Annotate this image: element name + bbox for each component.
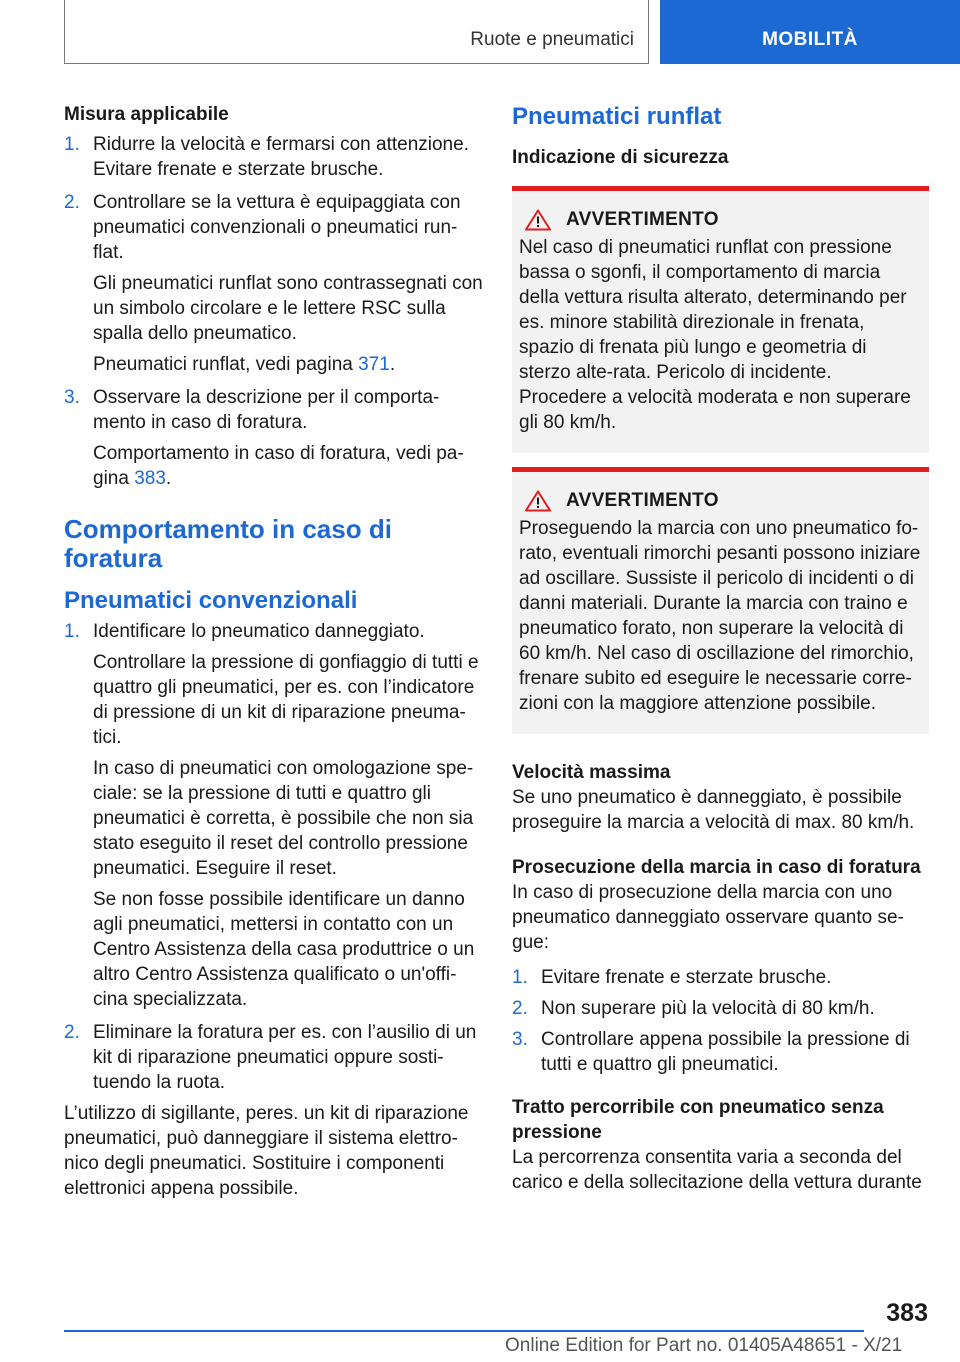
step-text: Osservare la descrizione per il comporta‐mento in caso di foratura. bbox=[93, 387, 440, 433]
step-number: 3. bbox=[64, 387, 80, 408]
step-text: Controllare se la vettura è equipaggiata con pneumatici convenzionali o pneumatici run‐flat. bbox=[93, 192, 461, 263]
conventional-steps bbox=[64, 619, 484, 1095]
step-2 bbox=[64, 190, 484, 377]
sealant-note: L’utilizzo di sigillante, peres. un kit di riparazione pneumatici, può danneggiare il sistema elettro‐nico degli pneumatici. Sostituire i componenti elettronici appena possibile. bbox=[64, 1103, 469, 1199]
continue-step-1 bbox=[512, 965, 929, 990]
step-text: Eliminare la foratura per es. con l’ausilio di un kit di riparazione pneumatici oppure sosti‐tuendo la ruota. bbox=[93, 1022, 477, 1093]
step-text: In caso di pneumatici con omologazione spe‐ciale: se la pressione di tutti e quattro gli pneumatici è corretta, è possibile che non sia stato eseguito il reset del controllo pressione pneumatici. Eseguire il reset. bbox=[93, 758, 474, 879]
step-text: Gli pneumatici runflat sono contrassegnati con un simbolo circolare e le lettere RSC sulla spalla dello pneumatico. bbox=[93, 273, 483, 344]
page-number: 383 bbox=[886, 1299, 928, 1327]
warning-text: Proseguendo la marcia con uno pneumatico fo‐rato, eventuali rimorchi pesanti possono iniziare ad oscillare. Sussiste il pericolo di incidenti o di danni materiali. Durante la marcia con traino e pneumatico forato, non superare la velocità di 60 km/h. Nel caso di oscillazione del rimorchio, frenare subito ed eseguire le necessarie corre‐zioni con la maggiore attenzione possibile. bbox=[519, 518, 921, 714]
footer-edition: Online Edition for Part no. 01405A48651 - X/21 bbox=[505, 1335, 903, 1356]
step-text: Evitare frenate e sterzate brusche. bbox=[541, 967, 832, 988]
page-link-383[interactable]: 383 bbox=[134, 468, 166, 489]
max-speed-title: Velocità massima bbox=[512, 762, 671, 783]
applicable-title: Misura applicabile bbox=[64, 104, 229, 125]
warning-header bbox=[519, 207, 921, 232]
left-column bbox=[64, 102, 484, 1201]
step-number: 2. bbox=[64, 192, 80, 213]
step-number: 2. bbox=[512, 998, 528, 1019]
conv-step-1 bbox=[64, 619, 484, 1012]
footer-divider bbox=[64, 1330, 864, 1332]
step-number: 1. bbox=[64, 621, 80, 642]
page-link-371[interactable]: 371 bbox=[358, 354, 390, 375]
warning-header bbox=[519, 488, 921, 513]
step-text: Se non fosse possibile identificare un danno agli pneumatici, mettersi in contatto con un Centro Assistenza della casa produttrice o un altro Centro Assistenza qualificato o un'offi‐cina specializzata. bbox=[93, 889, 475, 1010]
warning-text: Nel caso di pneumatici runflat con pressione bassa o sgonfi, il comportamento di marcia della vettura risulta alterato, determinando per es. minore stabilità direzionale in frenata, spazio di frenata più lungo e geometria di sterzo alte‐rata. Pericolo di incidente. Procedere a velocità moderata e non superare gli 80 km/h. bbox=[519, 237, 911, 433]
step-text: Controllare appena possibile la pressione di tutti e quattro gli pneumatici. bbox=[541, 1029, 910, 1075]
right-column bbox=[512, 102, 929, 1195]
warning-box-2 bbox=[512, 467, 929, 734]
step-reference: Pneumatici runflat, vedi pagina 371. bbox=[93, 354, 396, 375]
section-title: MOBILITÀ bbox=[762, 29, 858, 50]
header-chapter bbox=[64, 0, 649, 64]
range-title: Tratto percorribile con pneumatico senza pressione bbox=[512, 1097, 884, 1143]
step-text: Controllare la pressione di gonfiaggio di tutti e quattro gli pneumatici, per es. con l’indicatore di pressione di un kit di riparazione pneuma‐tici. bbox=[93, 652, 479, 748]
warning-triangle-icon bbox=[525, 490, 551, 512]
step-number: 1. bbox=[64, 134, 80, 155]
continue-step-3 bbox=[512, 1027, 929, 1077]
chapter-title: Ruote e pneumatici bbox=[470, 29, 634, 50]
continue-text: In caso di prosecuzione della marcia con uno pneumatico danneggiato osservare quanto se‐gue: bbox=[512, 882, 904, 953]
warning-label: AVVERTIMENTO bbox=[566, 209, 719, 230]
step-text: Ridurre la velocità e fermarsi con attenzione. Evitare frenate e sterzate brusche. bbox=[93, 134, 469, 180]
safety-title: Indicazione di sicurezza bbox=[512, 147, 729, 168]
continue-steps bbox=[512, 965, 929, 1077]
warning-label: AVVERTIMENTO bbox=[566, 490, 719, 511]
continue-step-2 bbox=[512, 996, 929, 1021]
warning-triangle-icon bbox=[525, 209, 551, 231]
heading-runflat: Pneumatici runflat bbox=[512, 103, 722, 130]
subheading-conventional-tyres: Pneumatici convenzionali bbox=[64, 587, 358, 614]
applicable-steps bbox=[64, 132, 484, 491]
warning-box-1 bbox=[512, 186, 929, 453]
step-number: 1. bbox=[512, 967, 528, 988]
step-number: 2. bbox=[64, 1022, 80, 1043]
max-speed-text: Se uno pneumatico è danneggiato, è possibile proseguire la marcia a velocità di max. 80 km/h. bbox=[512, 787, 915, 833]
step-3 bbox=[64, 385, 484, 491]
range-text: La percorrenza consentita varia a seconda del carico e della sollecitazione della vettura durante bbox=[512, 1147, 922, 1193]
continue-title: Prosecuzione della marcia in caso di foratura bbox=[512, 857, 921, 878]
step-text: Non superare più la velocità di 80 km/h. bbox=[541, 998, 875, 1019]
header-section-tab[interactable] bbox=[660, 0, 960, 64]
step-1 bbox=[64, 132, 484, 182]
step-reference: Comportamento in caso di foratura, vedi pa‐gina 383. bbox=[93, 443, 464, 489]
step-number: 3. bbox=[512, 1029, 528, 1050]
conv-step-2 bbox=[64, 1020, 484, 1095]
step-text: Identificare lo pneumatico danneggiato. bbox=[93, 621, 425, 642]
section-heading-flat-tyre: Comportamento in caso di foratura bbox=[64, 514, 392, 573]
